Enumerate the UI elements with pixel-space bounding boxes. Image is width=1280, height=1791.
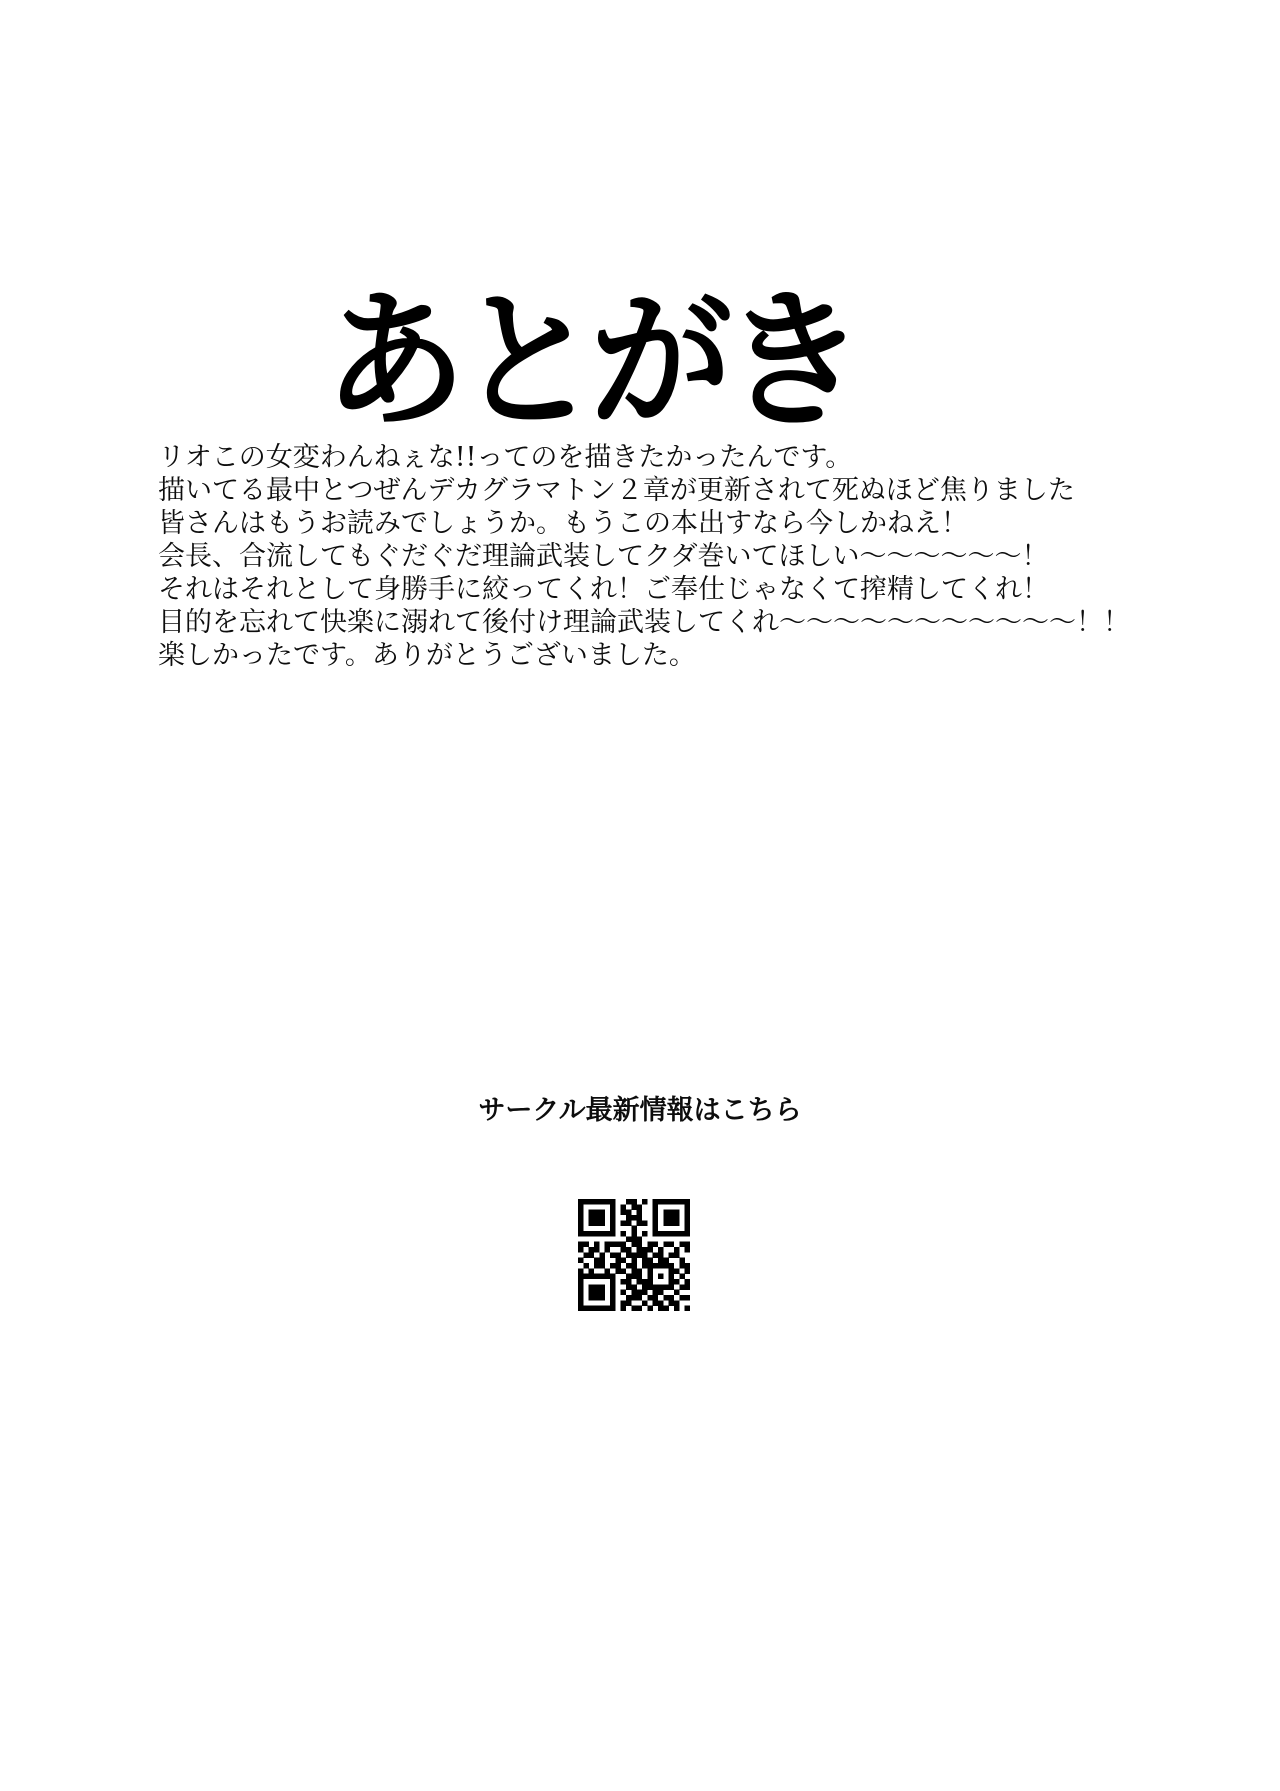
afterword-line: 会長、合流してもぐだぐだ理論武装してクダ巻いてほしい～～～～～～！ <box>158 541 1049 572</box>
afterword-line: 目的を忘れて快楽に溺れて後付け理論武装してくれ～～～～～～～～～～～！！ <box>158 607 1130 638</box>
page-title: あとがき <box>323 274 857 449</box>
afterword-line: リオこの女変わんねぇな!!ってのを描きたかったんです。 <box>158 442 853 473</box>
afterword-text-block <box>158 441 1148 672</box>
afterword-line: 楽しかったです。ありがとうございました。 <box>158 640 696 671</box>
afterword-line: 描いてる最中とつぜんデカグラマトン２章が更新されて死ぬほど焦りました <box>158 475 1075 506</box>
afterword-line: 皆さんはもうお読みでしょうか。もうこの本出すなら今しかねえ！ <box>158 508 968 539</box>
afterword-line: それはそれとして身勝手に絞ってくれ！ご奉仕じゃなくて搾精してくれ！ <box>158 574 1049 605</box>
qr-code-icon <box>578 1199 690 1311</box>
circle-info-label: サークル最新情報はこちら <box>478 1095 802 1126</box>
